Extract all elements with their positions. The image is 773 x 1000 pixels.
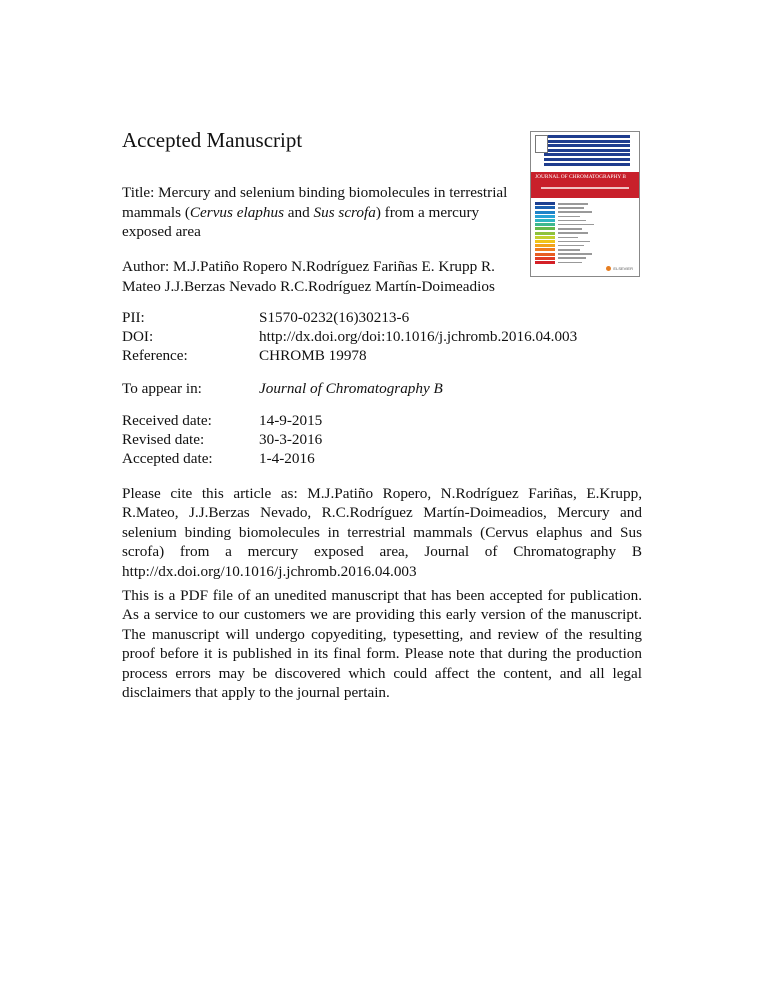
accepted-label: Accepted date: [122,450,213,467]
appear-label: To appear in: [122,380,202,397]
cover-bar [535,231,594,235]
date-row [122,430,322,449]
cover-bar-swatch [535,206,555,209]
cover-bar-text [558,220,586,222]
cover-bar-swatch [535,261,555,264]
date-row [122,411,322,430]
revised-label: Revised date: [122,431,205,448]
dates-table [122,411,322,468]
cover-bar-swatch [535,240,555,243]
cover-bar-text [558,232,588,234]
cover-bar-swatch [535,232,555,235]
cover-bar [535,244,594,248]
species-cervus-elaphus: Cervus elaphus [189,203,284,221]
received-value: 14-9-2015 [259,412,323,429]
cover-bar-text [558,245,584,247]
cover-bar-text [558,253,592,255]
species-sus-scrofa: Sus scrofa [313,203,376,221]
cover-subtitle-line [541,187,629,189]
cover-title-band [531,172,639,198]
cover-bar-swatch [535,211,555,214]
cover-journal-title: JOURNAL OF CHROMATOGRAPHY B [535,174,627,180]
cover-bar [535,256,594,260]
publisher-logo-icon [606,266,611,271]
author-label: Author: [122,258,170,275]
cover-bar-text [558,224,594,226]
appear-row [122,379,443,398]
article-title [122,183,522,242]
author-names: M.J.Patiño Ropero N.Rodríguez Fariñas E. Krupp R. Mateo J.J.Berzas Nevado R.C.Rodríguez Martín-Doimeadios [122,258,495,295]
appear-in [122,379,443,398]
cover-bar [535,223,594,227]
cover-bar [535,210,594,214]
cover-bar-text [558,237,578,239]
cover-header-stripes [544,135,630,171]
disclaimer-paragraph: This is a PDF file of an unedited manuscript that has been accepted for publication. As a service to our customers we are providing this early version of the manuscript. The manuscript will undergo copyediting, typesetting, and review of the resulting proof before it is published in its final form. Please note that during the production process errors may be discovered which could affect the content, and all legal disclaimers that apply to the journal pertain. [122,587,642,702]
cover-bar-swatch [535,227,555,230]
received-label: Received date: [122,412,212,429]
cover-bar-swatch [535,236,555,239]
cover-bar [535,261,594,265]
cover-bar-swatch [535,257,555,260]
accepted-value: 1-4-2016 [259,450,315,467]
journal-cover-thumbnail [530,131,640,277]
cover-bar-swatch [535,215,555,218]
identifier-row [122,346,577,365]
title-label: Title: [122,184,155,201]
elsevier-tree-logo [535,135,548,153]
cover-bar-swatch [535,202,555,205]
title-text-and: and [283,203,314,221]
cover-bar [535,252,594,256]
date-row [122,449,322,468]
cover-footer [606,266,633,271]
cover-color-bars [535,202,594,265]
cover-bar-text [558,249,580,251]
cover-bar [535,240,594,244]
cover-bar [535,206,594,210]
identifier-row [122,308,577,327]
title-text-end: ) from a mercury exposed area [122,203,480,240]
doi-label: DOI: [122,328,154,345]
pii-value: S1570-0232(16)30213-6 [259,309,410,326]
cover-bar [535,248,594,252]
revised-value: 30-3-2016 [259,431,323,448]
title-text-start: Mercury and selenium binding biomolecules in terrestrial mammals ( [122,184,508,221]
cover-bar [535,236,594,240]
cover-bar [535,227,594,231]
identifier-row [122,327,577,346]
manuscript-heading: Accepted Manuscript [122,128,303,152]
cover-bar-text [558,228,582,230]
cover-bar-swatch [535,253,555,256]
cover-bar-text [558,241,590,243]
cover-bar [535,202,594,206]
cover-bar-text [558,207,584,209]
pii-label: PII: [122,309,145,326]
cover-bar-text [558,211,592,213]
cover-bar-text [558,203,588,205]
citation-paragraph: Please cite this article as: M.J.Patiño Ropero, N.Rodríguez Fariñas, E.Krupp, R.Mateo, J.J.Berzas Nevado, R.C.Rodríguez Martín-Doimeadios, Mercury and selenium binding biomolecules in terrestrial mammals (Cervus elaphus and Sus scrofa) from a mercury exposed area, Journal of Chromatography B http://dx.doi.org/10.1016/j.jchromb.2016.04.003 [122,485,642,580]
cover-bar [535,219,594,223]
identifier-table [122,308,577,365]
cover-bar-swatch [535,248,555,251]
doi-value[interactable]: http://dx.doi.org/doi:10.1016/j.jchromb.2016.04.003 [259,328,578,345]
cover-bar-swatch [535,219,555,222]
cover-bar-text [558,216,580,218]
reference-value: CHROMB 19978 [259,347,367,364]
cover-bar-swatch [535,223,555,226]
author-list [122,257,532,296]
publisher-name: ELSEVIER [613,265,633,271]
reference-label: Reference: [122,347,188,364]
cover-bar [535,215,594,219]
cover-bar-swatch [535,244,555,247]
cover-bar-text [558,257,586,259]
journal-name: Journal of Chromatography B [259,380,443,397]
cover-bar-text [558,262,582,264]
